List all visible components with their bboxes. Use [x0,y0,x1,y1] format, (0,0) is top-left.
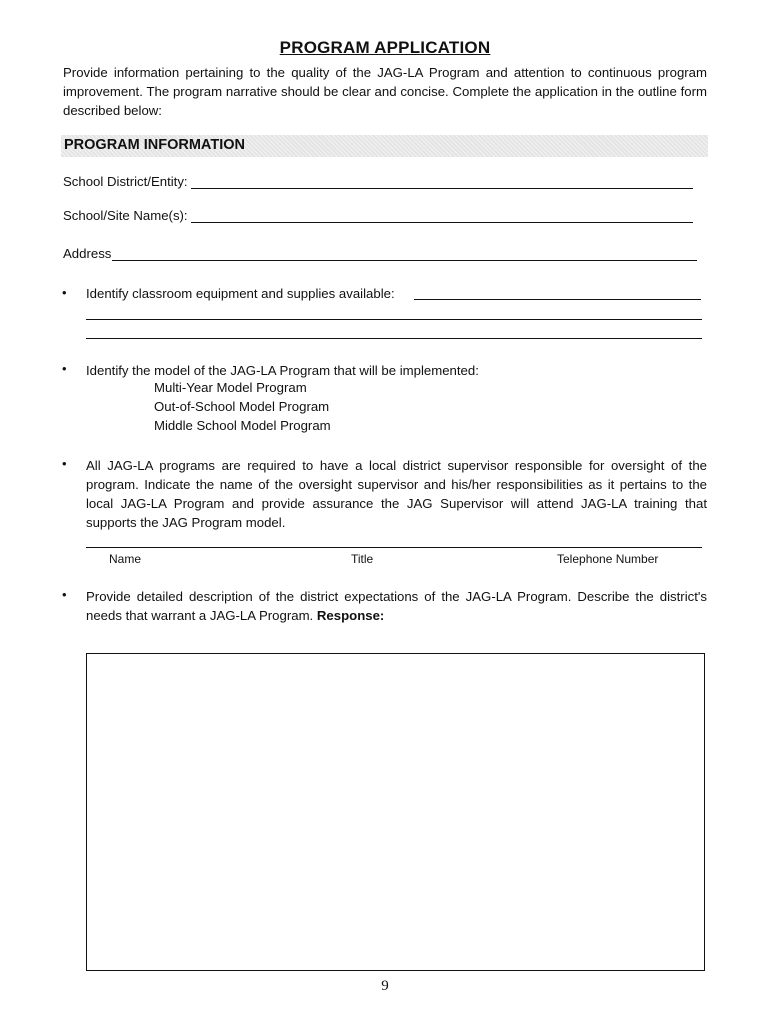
response-textbox[interactable] [86,653,705,971]
model-prompt: Identify the model of the JAG-LA Program that will be implemented: [86,363,479,378]
address-label: Address [63,246,112,261]
equipment-prompt: Identify classroom equipment and supplies available: [86,286,395,301]
school-site-label: School/Site Name(s): [63,208,188,223]
page-title: PROGRAM APPLICATION [279,38,491,57]
school-district-input-line[interactable] [191,174,693,189]
equipment-input-line[interactable] [414,299,701,300]
school-district-label: School District/Entity: [63,174,188,189]
signature-telephone-label: Telephone Number [557,552,659,566]
response-label: Response: [316,608,385,623]
signature-name-label: Name [109,552,142,566]
section-header-bar [61,135,708,157]
school-site-field [63,208,693,223]
address-field [63,246,697,261]
description-prompt [86,587,707,625]
supervisor-signature-line[interactable] [86,547,702,548]
model-option-out-of-school[interactable]: Out-of-School Model Program [154,399,330,414]
school-site-input-line[interactable] [191,208,693,223]
bullet-marker: • [62,285,67,300]
equipment-input-line-3[interactable] [86,338,702,339]
page-number: 9 [381,978,389,994]
address-input-line[interactable] [112,246,697,261]
description-text: Provide detailed description of the district expectations of the JAG-LA Program. Describe the district's needs that warrant a JAG-LA Program. [86,589,707,623]
bullet-marker: • [62,456,67,471]
bullet-marker: • [62,361,67,376]
intro-paragraph: Provide information pertaining to the quality of the JAG-LA Program and attention to continuous program improvement. The program narrative should be clear and concise. Complete the application in the outline form described below: [63,65,707,118]
bullet-marker: • [62,587,67,602]
supervisor-prompt: All JAG-LA programs are required to have a local district supervisor responsible for oversight of the program. Indicate the name of the oversight supervisor and his/her responsibilities as it pertains to the local JAG-LA Program and provide assurance the JAG Supervisor will attend JAG-LA training that supports the JAG Program model. [86,458,707,530]
signature-title-label: Title [351,552,374,566]
model-option-middle-school[interactable]: Middle School Model Program [154,418,331,433]
model-option-multi-year[interactable]: Multi-Year Model Program [154,380,307,395]
equipment-input-line-2[interactable] [86,319,702,320]
section-title: PROGRAM INFORMATION [64,137,245,153]
school-district-field [63,174,693,189]
